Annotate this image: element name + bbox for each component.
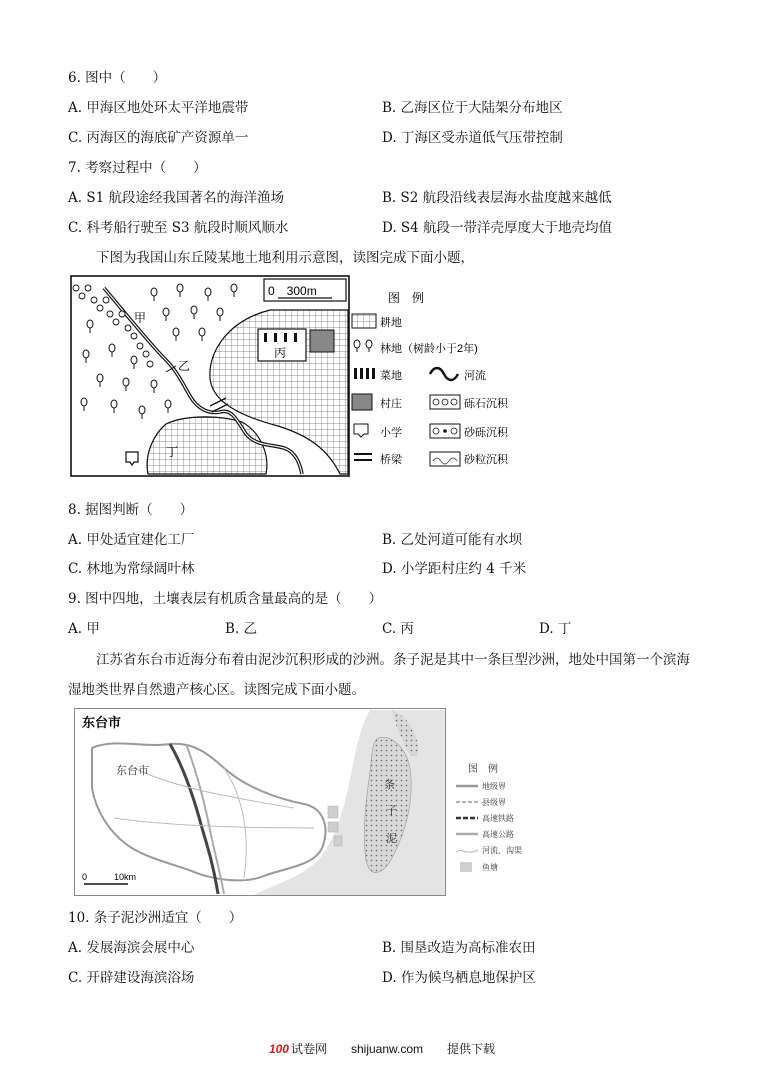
svg-text:砾石沉积: 砾石沉积: [464, 398, 508, 410]
question-8-option-c: C. 林地为常绿阔叶林: [68, 561, 195, 577]
svg-text:河流、沟渠: 河流、沟渠: [482, 846, 522, 855]
label-ding: 丁: [166, 445, 179, 459]
question-7-option-a: A. S1 航段途经我国著名的海洋渔场: [68, 190, 284, 206]
svg-text:图 例: 图 例: [468, 764, 498, 775]
dongtai-map: [74, 708, 446, 896]
question-6-option-d: D. 丁海区受赤道低气压带控制: [382, 130, 563, 146]
question-9-option-d: D. 丁: [539, 621, 572, 637]
svg-text:地级界: 地级界: [482, 782, 506, 791]
svg-text:桥梁: 桥梁: [380, 454, 402, 466]
intro-map1: 下图为我国山东丘陵某地土地利用示意图，读图完成下面小题，: [96, 250, 474, 266]
footer-site: 试卷网: [290, 1042, 327, 1056]
question-10-option-d: D. 作为候鸟栖息地保护区: [382, 970, 536, 986]
svg-text:小学: 小学: [380, 427, 402, 439]
question-6-option-a: A. 甲海区地处环太平洋地震带: [68, 100, 249, 116]
label-jia: 甲: [134, 311, 147, 325]
question-8-option-a: A. 甲处适宜建化工厂: [68, 532, 195, 548]
question-7-stem: 7. 考察过程中（ ）: [68, 160, 207, 176]
intro-map2-line2: 湿地类世界自然遗产核心区。读图完成下面小题。: [68, 682, 365, 698]
intro-map2-line1: 江苏省东台市近海分布着由泥沙沉积形成的沙洲。条子泥是其中一条巨型沙洲，地处中国第一个滨海: [96, 652, 690, 668]
question-9-option-c: C. 丙: [382, 621, 414, 637]
land-use-map: [70, 274, 520, 480]
svg-text:高速铁路: 高速铁路: [482, 814, 514, 823]
island-char-2: 子: [386, 805, 397, 817]
footer-domain[interactable]: shijuanw.com: [350, 1042, 424, 1056]
map1-scale: 0 300m: [268, 284, 317, 298]
svg-text:河流: 河流: [464, 370, 486, 382]
question-6-option-b: B. 乙海区位于大陆架分布地区: [382, 100, 563, 116]
question-7-option-c: C. 科考船行驶至 S3 航段时顺风顺水: [68, 220, 289, 236]
question-7-option-b: B. S2 航段沿线表层海水盐度越来越低: [382, 190, 612, 206]
footer-logo: 100: [268, 1042, 289, 1056]
svg-text:砂砾沉积: 砂砾沉积: [464, 427, 508, 439]
village: [310, 330, 334, 352]
map2-scale-10km: 10km: [114, 872, 137, 882]
question-9-stem: 9. 图中四地，土壤表层有机质含量最高的是（ ）: [68, 591, 383, 607]
question-8-option-d: D. 小学距村庄约 4 千米: [382, 561, 527, 577]
label-bing: 丙: [274, 346, 287, 360]
svg-text:菜地: 菜地: [380, 370, 402, 382]
footer-download: 提供下载: [447, 1042, 496, 1056]
label-yi: 乙: [178, 359, 191, 373]
question-7-option-d: D. S4 航段一带洋壳厚度大于地壳均值: [382, 220, 613, 236]
svg-text:县级界: 县级界: [482, 798, 506, 807]
map2-scale-0: 0: [82, 872, 88, 882]
map1-legend: [352, 314, 509, 466]
question-10-stem: 10. 条子泥沙洲适宜（ ）: [68, 910, 243, 926]
island-char-3: 泥: [386, 833, 397, 845]
question-6-option-c: C. 丙海区的海底矿产资源单一: [68, 130, 249, 146]
question-10-option-b: B. 围垦改造为高标准农田: [382, 940, 536, 956]
map2-city-label: 东台市: [116, 765, 149, 777]
question-9-option-a: A. 甲: [68, 621, 100, 637]
footer: [0, 1040, 764, 1057]
map1-legend-title: 图 例: [388, 291, 425, 305]
question-9-option-b: B. 乙: [225, 621, 258, 637]
island-char-1: 条: [384, 779, 395, 791]
question-8-option-b: B. 乙处河道可能有水坝: [382, 532, 523, 548]
svg-text:鱼塘: 鱼塘: [482, 863, 498, 872]
map2-title: 东台市: [82, 715, 122, 730]
svg-text:村庄: 村庄: [380, 398, 402, 410]
question-10-option-c: C. 开辟建设海滨浴场: [68, 970, 195, 986]
dongtai-map-legend: [446, 760, 556, 890]
svg-text:林地（树龄小于2年): 林地（树龄小于2年): [380, 343, 478, 355]
svg-text:耕地: 耕地: [380, 317, 402, 329]
question-6-stem: 6. 图中（ ）: [68, 70, 167, 86]
svg-text:高速公路: 高速公路: [482, 830, 514, 839]
svg-text:砂粒沉积: 砂粒沉积: [464, 454, 508, 466]
question-10-option-a: A. 发展海滨会展中心: [68, 940, 195, 956]
question-8-stem: 8. 据图判断（ ）: [68, 502, 194, 518]
